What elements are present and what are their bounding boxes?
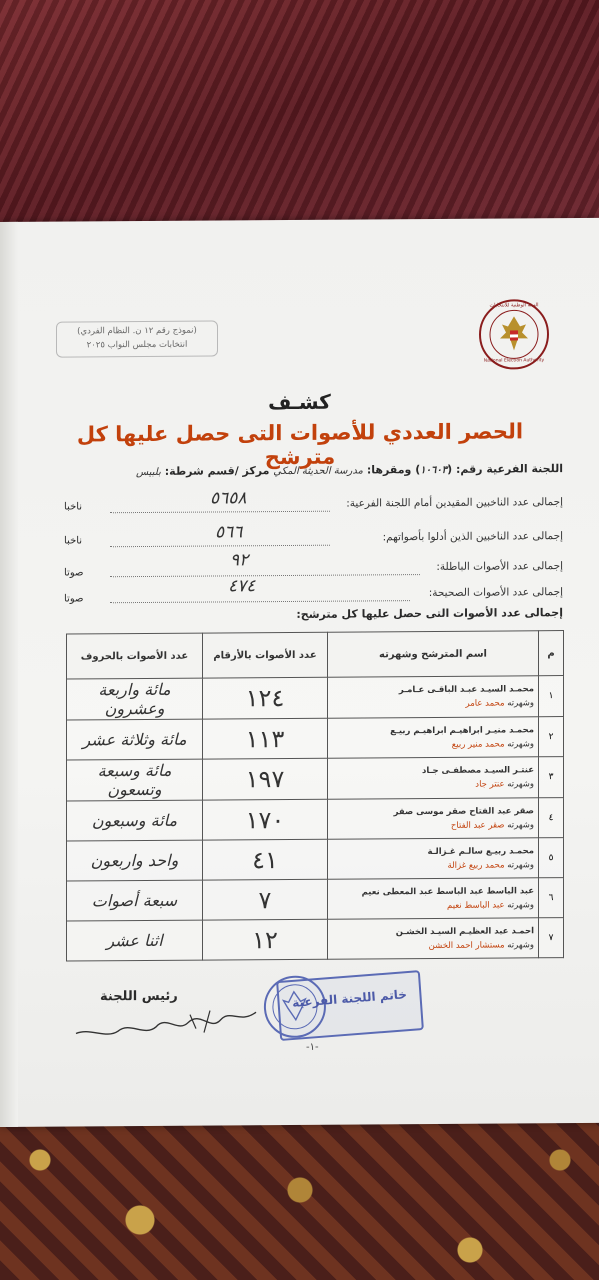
invalid-votes-unit: صوتا (64, 567, 84, 579)
model-reference: (نموذج رقم ١٢ ن. النظام الفردي) (77, 325, 197, 337)
committee-number-label: اللجنة الفرعية رقم: ( (447, 462, 563, 476)
candidate-cell (328, 918, 539, 959)
table-row (67, 878, 564, 921)
votes-words: اثنا عشر (67, 920, 203, 961)
fame-label: وشهرته (507, 738, 534, 749)
total-voted-label: إجمالى عدد الناخبين الذين أدلوا بأصواتهم: (382, 530, 563, 544)
total-registered-unit: ناخبا (64, 501, 83, 513)
table-row (67, 838, 564, 881)
candidate-name: عنتـر السيـد مصطفـى جـاد (422, 765, 534, 777)
votes-digits: ١٢٤ (203, 677, 328, 719)
candidate-cell (328, 798, 539, 839)
candidate-cell (328, 676, 539, 718)
dotted-line (110, 573, 420, 577)
table-row (67, 798, 564, 841)
row-index: ٦ (539, 878, 564, 918)
candidate-fame: مستشار احمد الخشن (428, 939, 505, 951)
candidate-name: محمـد ربيـع سالـم غـزالـة (427, 845, 534, 857)
candidate-name: احمـد عبد العظيـم السيـد الخشـن (395, 925, 534, 937)
votes-digits: ٤١ (203, 839, 328, 880)
chair-label: رئيس اللجنة (100, 988, 178, 1005)
candidate-fame: عبد الباسط نعيم (447, 899, 505, 911)
committee-hq-value: مدرسة الحديثة المكي (273, 465, 363, 478)
candidate-name: عبد الباسط عبد الباسط عبد المعطى نعيم (361, 885, 534, 897)
fame-label: وشهرته (507, 819, 534, 830)
row-index: ١ (539, 676, 564, 717)
votes-digits: ١٢ (203, 919, 328, 960)
stamp-label: خاتم اللجنة الفرعية (291, 987, 408, 1010)
total-registered-label: إجمالى عدد الناخبين المقيدين أمام اللجنة الفرعية: (346, 496, 563, 510)
dotted-line (110, 544, 330, 548)
candidate-fame: عنتر جاد (475, 779, 505, 790)
table-row (67, 717, 564, 760)
votes-words: مائة واربعة وعشرون (67, 678, 203, 720)
row-index: ٧ (539, 918, 564, 958)
candidate-cell (328, 717, 539, 758)
row-index: ٤ (539, 798, 564, 838)
candidate-name: محمـد منيـر ابراهيـم ابراهيـم ربيـع (390, 724, 534, 736)
valid-votes-label: إجمالى عدد الأصوات الصحيحة: (428, 586, 563, 600)
fame-label: وشهرته (507, 859, 534, 870)
votes-words: واحد واربعون (67, 840, 203, 881)
row-index: ٢ (539, 717, 564, 757)
candidate-cell (328, 757, 539, 799)
police-center-value: بلبيس (136, 466, 161, 479)
police-center-label: مركز /قسم شرطة: (164, 464, 270, 478)
background-carpet-bottom (0, 1100, 599, 1280)
dotted-line (110, 599, 410, 603)
authority-name-en: National Election Authority (483, 358, 545, 364)
votes-digits: ٧ (203, 879, 328, 920)
votes-words: مائة وسبعة وتسعون (67, 759, 203, 801)
valid-votes-unit: صوتا (64, 593, 84, 605)
votes-words: مائة وثلاثة عشر (67, 719, 203, 760)
chair-signature (70, 1002, 260, 1041)
committee-stamp (276, 970, 424, 1041)
col-header-candidate: اسم المترشح وشهرته (328, 631, 539, 677)
authority-name: الهيئة الوطنية للانتخابات (489, 302, 539, 309)
col-header-votes-words: عدد الأصوات بالحروف (67, 633, 203, 679)
candidate-cell (328, 878, 539, 919)
committee-number: ١٠٦٠٣ (420, 464, 448, 477)
total-registered-value: ٥٦٥٨ (210, 488, 247, 509)
col-header-index: م (539, 631, 564, 676)
document-subtitle: الحصر العددي للأصوات التى حصل عليها كل مترشح (76, 419, 524, 470)
candidate-fame: صقر عبد الفتاح (450, 819, 505, 831)
candidate-fame: محمد منير ربيع (451, 738, 505, 750)
row-index: ٣ (539, 757, 564, 798)
table-row (67, 757, 564, 801)
candidate-fame: محمد ربيع غزالة (447, 859, 505, 871)
table-row (67, 676, 564, 720)
model-reference-box (56, 320, 218, 357)
votes-digits: ١٩٧ (203, 758, 328, 800)
col-header-votes-digits: عدد الأصوات بالأرقام (203, 632, 328, 678)
document-title: كشـف (268, 389, 331, 415)
committee-line (136, 462, 563, 478)
committee-hq-label: ) ومقرها: (366, 463, 421, 477)
page-number: -١- (306, 1041, 319, 1053)
votes-words: مائة وسبعون (67, 800, 203, 841)
fame-label: وشهرته (507, 698, 534, 709)
table-caption: إجمالى عدد الأصوات التى حصل عليها كل مترشح: (296, 606, 563, 621)
candidate-fame: محمد عامر (465, 698, 505, 709)
candidate-cell (328, 838, 539, 879)
fame-label: وشهرته (507, 779, 534, 790)
row-index: ٥ (539, 838, 564, 878)
votes-digits: ١٧٠ (203, 799, 328, 840)
results-table (66, 630, 564, 961)
invalid-votes-value: ٩٢ (230, 550, 249, 571)
candidate-name: صقر عبد الفتاح صقر موسى صقر (393, 805, 534, 817)
table-header-row (67, 631, 564, 679)
dotted-line (110, 510, 330, 514)
total-voted-value: ٥٦٦ (215, 522, 243, 543)
table-row (67, 918, 564, 961)
candidate-name: محمـد السيـد عبـد الباقـى عـامـر (398, 684, 534, 696)
election-name: انتخابات مجلس النواب ٢٠٢٥ (86, 339, 188, 351)
votes-words: سبعة أصوات (67, 880, 203, 921)
document-sheet (0, 218, 599, 1127)
fame-label: وشهرته (507, 939, 534, 950)
valid-votes-value: ٤٧٤ (228, 576, 256, 597)
votes-digits: ١١٣ (203, 718, 328, 759)
invalid-votes-label: إجمالى عدد الأصوات الباطلة: (436, 560, 563, 573)
fame-label: وشهرته (507, 899, 534, 910)
total-voted-unit: ناخبا (64, 535, 83, 547)
